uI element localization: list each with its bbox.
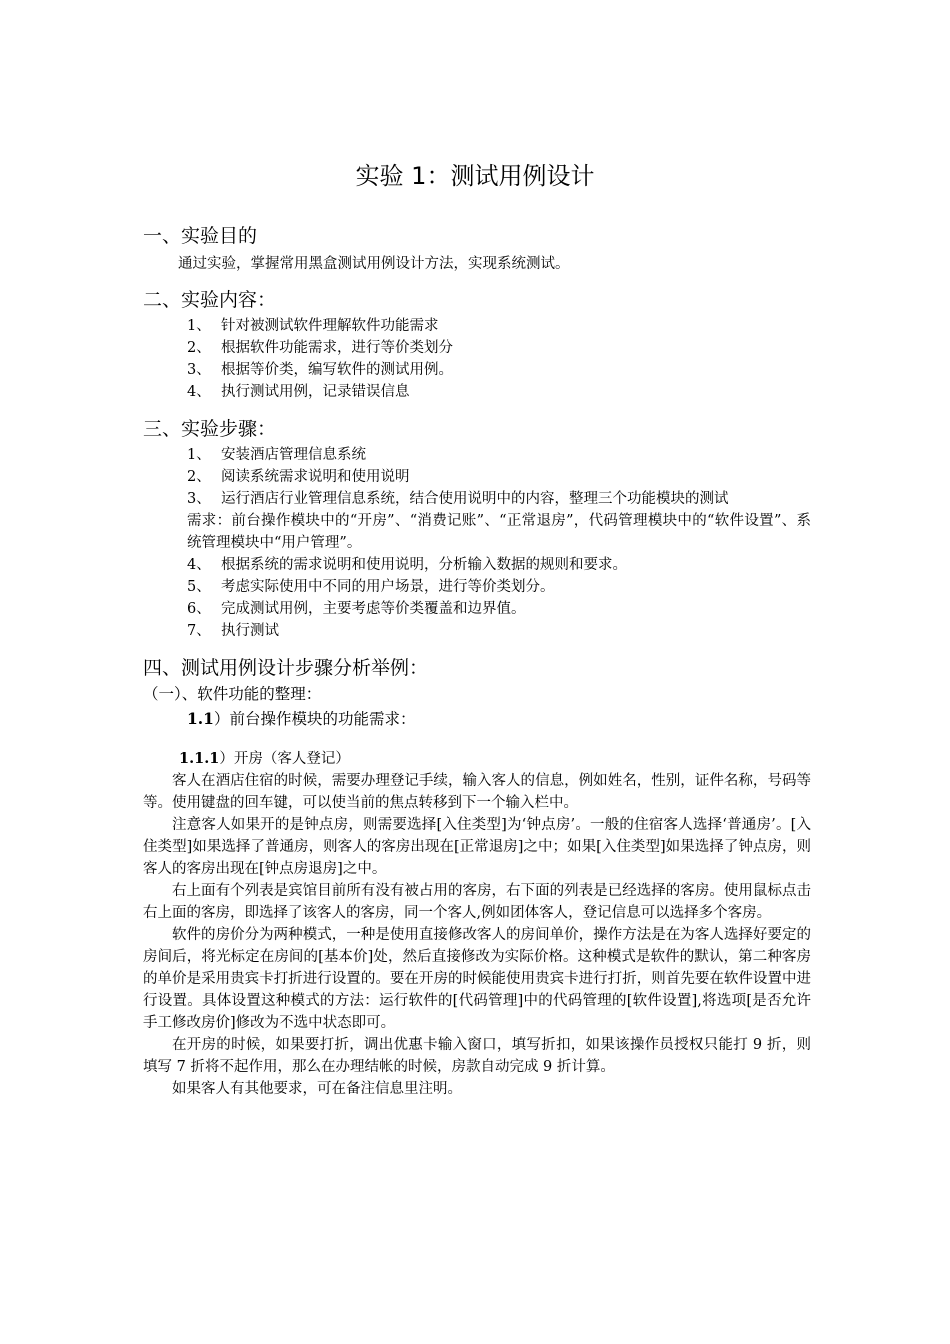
list-number: 4、 (187, 384, 211, 400)
list-text: 执行测试用例，记录错误信息 (221, 384, 410, 400)
section-purpose (143, 222, 811, 275)
list-text: 根据系统的需求说明和使用说明，分析输入数据的规则和要求。 (221, 557, 627, 573)
subsection-number: 1.1.1 (179, 750, 220, 767)
paragraph: 右上面有个列表是宾馆目前所有没有被占用的客房，右下面的列表是已经选择的客房。使用鼠标点击右上面的客房，即选择了该客人的客房，同一个客人,例如团体客人，登记信息可以选择多个客房。 (143, 883, 811, 921)
list-number: 7、 (187, 623, 211, 639)
section-heading: 二、实验内容： (143, 289, 277, 311)
list-item (143, 315, 811, 337)
list-item (143, 488, 811, 510)
subsection-heading-1-1 (187, 706, 811, 732)
list-item (143, 576, 811, 598)
section-analysis (143, 654, 811, 1100)
list-item (143, 620, 811, 642)
list-item (143, 444, 811, 466)
list-number: 4、 (187, 557, 211, 573)
list-number: 2、 (187, 340, 211, 356)
list-number: 3、 (187, 491, 211, 507)
list-number: 6、 (187, 601, 211, 617)
paragraph: 客人在酒店住宿的时候，需要办理登记手续，输入客人的信息，例如姓名，性别，证件名称，号码等等。使用键盘的回车键，可以使当前的焦点转移到下一个输入栏中。 (143, 773, 811, 811)
section-steps (143, 415, 811, 642)
list-item (143, 598, 811, 620)
paragraph: 注意客人如果开的是钟点房，则需要选择[入住类型]为‘钟点房’。一般的住宿客人选择‘普通房’。[入住类型]如果选择了普通房，则客人的客房出现在[正常退房]之中；如果[入住类型]如果选择了钟点房，则客人的客房出现在[钟点房退房]之中。 (143, 817, 811, 877)
list-text: 针对被测试软件理解软件功能需求 (221, 318, 439, 334)
list-text: 考虑实际使用中不同的用户场景，进行等价类划分。 (221, 579, 555, 595)
list-item (143, 381, 811, 403)
list-item (143, 359, 811, 381)
list-text-continuation: 需求：前台操作模块中的“开房”、“消费记账”、“正常退房”，代码管理模块中的“软件设置”、系统管理模块中“用户管理”。 (187, 513, 811, 551)
list-item (143, 554, 811, 576)
subsection-number: 1.1 (187, 709, 214, 728)
section-content (143, 286, 811, 403)
list-text: 根据软件功能需求，进行等价类划分 (221, 340, 453, 356)
document-title: 实验 1：测试用例设计 (355, 162, 595, 190)
list-text: 根据等价类，编写软件的测试用例。 (221, 362, 453, 378)
list-number: 1、 (187, 318, 211, 334)
list-text: 安装酒店管理信息系统 (221, 447, 366, 463)
subsection-title: ）开房（客人登记） (219, 751, 350, 767)
subsection-heading-1-1-1 (179, 748, 811, 770)
list-text: 执行测试 (221, 623, 279, 639)
paragraph: 如果客人有其他要求，可在备注信息里注明。 (172, 1081, 462, 1097)
section-heading: 三、实验步骤： (143, 418, 277, 440)
list-number: 2、 (187, 469, 211, 485)
list-item (143, 337, 811, 359)
subsection-title: ）前台操作模块的功能需求： (213, 710, 416, 728)
subsection-heading: （一）、软件功能的整理： (143, 685, 322, 703)
paragraph: 在开房的时候，如果要打折，调出优惠卡输入窗口，填写折扣，如果该操作员授权只能打 9 折，则填写 7 折将不起作用，那么在办理结帐的时候，房款自动完成 9 折计算。 (143, 1037, 811, 1075)
section-heading: 四、测试用例设计步骤分析举例： (143, 657, 429, 679)
list-number: 3、 (187, 362, 211, 378)
list-text: 运行酒店行业管理信息系统，结合使用说明中的内容，整理三个功能模块的测试 (221, 491, 729, 507)
purpose-text: 通过实验，掌握常用黑盒测试用例设计方法，实现系统测试。 (178, 256, 570, 272)
section-heading: 一、实验目的 (143, 225, 258, 247)
paragraph: 软件的房价分为两种模式，一种是使用直接修改客人的房间单价，操作方法是在为客人选择好要定的房间后，将光标定在房间的[基本价]处，然后直接修改为实际价格。这种模式是软件的默认，第二种客房的单价是采用贵宾卡打折进行设置的。要在开房的时候能使用贵宾卡进行打折，则首先要在软件设置中进行设置。具体设置这种模式的方法：运行软件的[代码管理]中的代码管理的[软件设置],将选项[是否允许手工修改房价]修改为不选中状态即可。 (143, 927, 811, 1031)
list-text: 阅读系统需求说明和使用说明 (221, 469, 410, 485)
document-body (143, 222, 811, 1100)
list-text: 完成测试用例，主要考虑等价类覆盖和边界值。 (221, 601, 526, 617)
list-item (143, 466, 811, 488)
list-number: 1、 (187, 447, 211, 463)
list-number: 5、 (187, 579, 211, 595)
